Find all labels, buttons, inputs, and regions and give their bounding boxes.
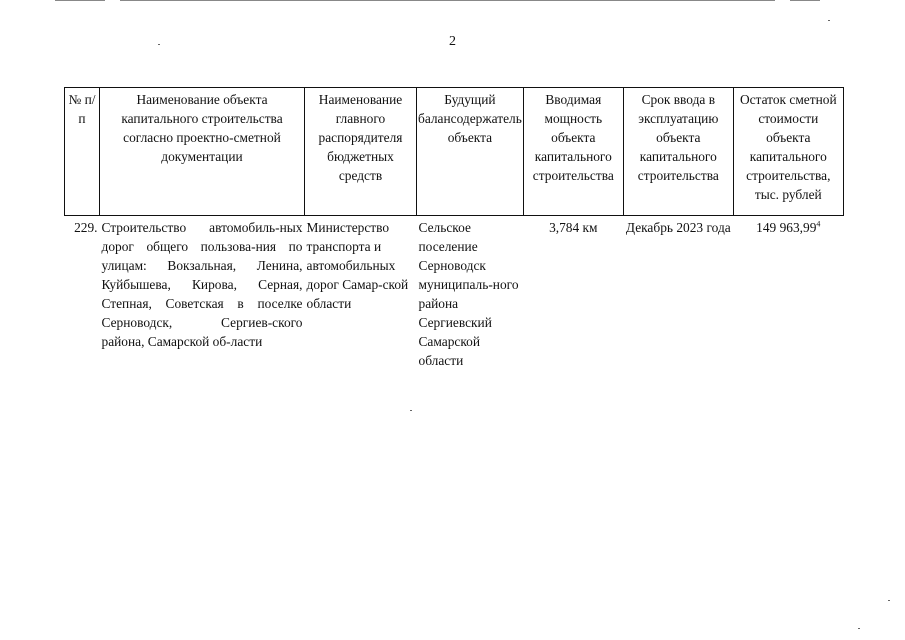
row-budget-manager: Министерство транспорта и автомобильных дорог Самар-ской области [306,220,409,311]
header-object-name: Наименование объекта капитального строительства согласно проектно-сметной документации [100,88,305,216]
scan-edge-line [55,0,105,1]
header-number: № п/п [65,88,100,216]
header-remaining-cost: Остаток сметной стоимости объекта капитального строительства, тыс. рублей [733,88,843,216]
header-capacity: Вводимая мощность объекта капитального строительства [523,88,623,216]
row-number: 229. [74,220,98,235]
header-budget-manager: Наименование главного распорядителя бюджетных средств [305,88,417,216]
page-number: 2 [449,34,456,49]
row-balance-holder: Сельское поселение Серноводск муниципаль-ного района Сергиевский Самарской области [418,220,519,368]
row-remaining-cost-value: 149 963,99 [756,220,817,235]
scan-edge-line [790,0,820,1]
footnote-marker: 4 [816,219,821,229]
scan-speck [828,20,830,21]
scan-edge-line [120,0,775,1]
row-commissioning-date: Декабрь 2023 года [625,220,731,235]
table-header-row [65,88,844,216]
table-row [65,216,844,371]
scan-speck [888,600,890,601]
scan-speck [858,628,860,629]
scan-speck [410,410,412,411]
row-object-name: Строительство автомобиль-ных дорог общего пользова-ния по улицам: Вокзальная, Ленина, Куйбышева, Кирова, Серная, Степная, Советская в поселке Серноводск, Сергиев-ского района, Самарской об-ласти [101,220,303,349]
row-capacity: 3,784 км [549,220,598,235]
row-remaining-cost [733,216,843,371]
header-balance-holder: Будущий балансодержатель объекта [417,88,524,216]
header-commissioning-date: Срок ввода в эксплуатацию объекта капитального строительства [623,88,733,216]
capital-construction-table [64,87,844,370]
scan-speck [158,44,160,45]
